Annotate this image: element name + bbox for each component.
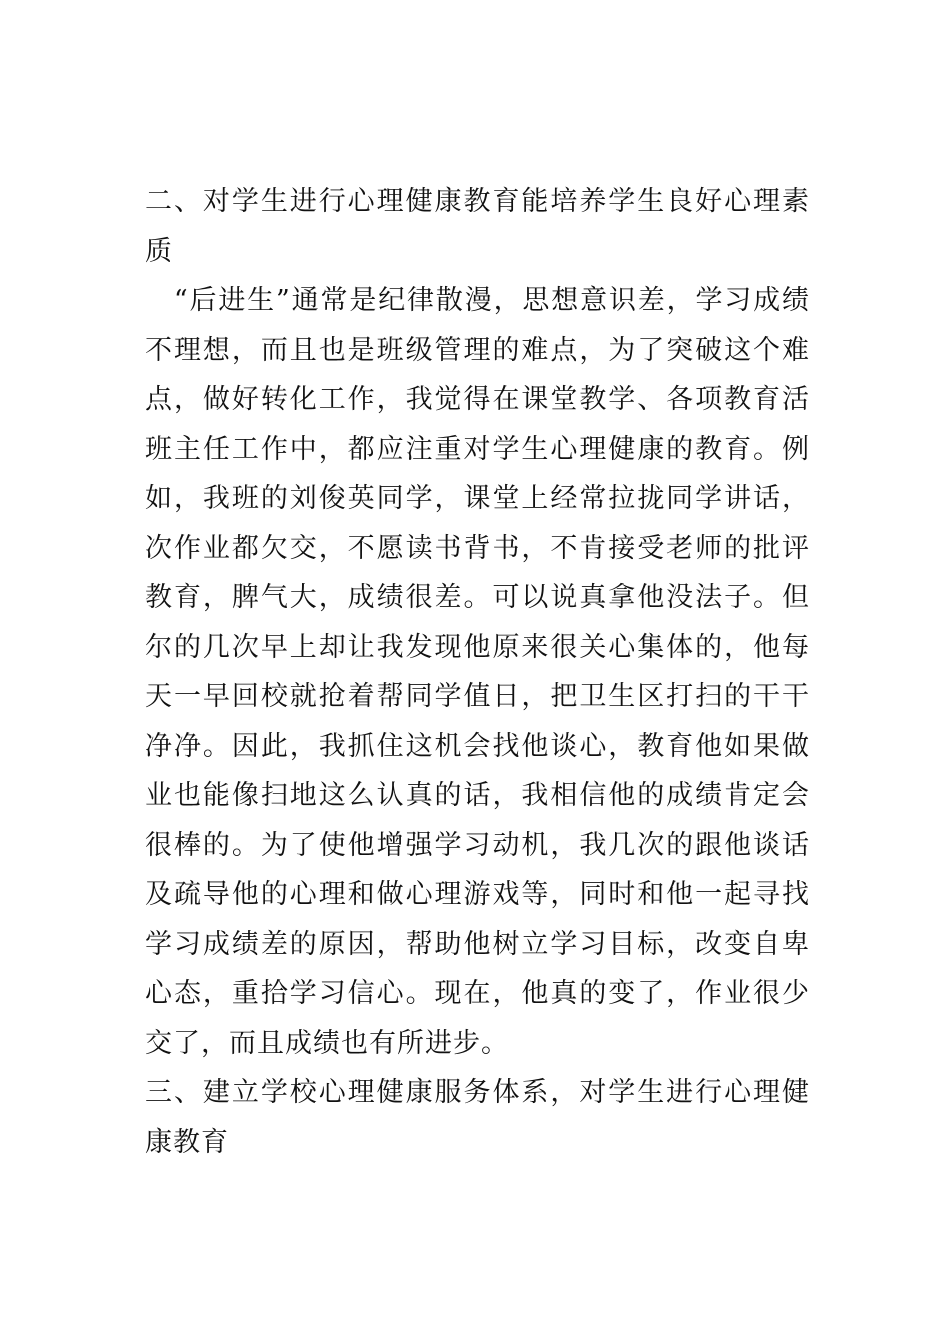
paragraph-line-7: 教育，脾气大，成绩很差。可以说真拿他没法子。但 [145, 582, 810, 613]
paragraph-line-5: 如，我班的刘俊英同学，课堂上经常拉拢同学讲话， [145, 483, 810, 514]
paragraph-line-15: 心态，重拾学习信心。现在，他真的变了，作业很少 [145, 978, 810, 1009]
document-body [145, 177, 810, 1167]
paragraph-line-1: “后进生”通常是纪律散漫，思想意识差，学习成绩 [145, 285, 810, 316]
paragraph-line-11: 业也能像扫地这么认真的话，我相信他的成绩肯定会 [145, 780, 810, 811]
paragraph-line-14: 学习成绩差的原因，帮助他树立学习目标，改变自卑 [145, 928, 810, 960]
paragraph-line-4: 班主任工作中，都应注重对学生心理健康的教育。例 [145, 433, 810, 465]
section-2-heading-line-1: 二、对学生进行心理健康教育能培养学生良好心理素 [145, 186, 810, 217]
paragraph-line-2: 不理想，而且也是班级管理的难点，为了突破这个难 [145, 334, 810, 366]
paragraph-line-12: 很棒的。为了使他增强学习动机，我几次的跟他谈话 [145, 829, 810, 861]
paragraph-line-16: 交了，而且成绩也有所进步。 [145, 1027, 509, 1059]
section-2-heading-line-2: 质 [145, 235, 173, 267]
paragraph-line-6: 次作业都欠交，不愿读书背书，不肯接受老师的批评 [145, 532, 810, 564]
paragraph-line-9: 天一早回校就抢着帮同学值日，把卫生区打扫的干干 [145, 681, 810, 712]
paragraph-line-10: 净净。因此，我抓住这机会找他谈心，教育他如果做 [145, 730, 810, 762]
paragraph-line-13: 及疏导他的心理和做心理游戏等，同时和他一起寻找 [145, 879, 810, 910]
section-3-heading-line-2: 康教育 [145, 1126, 229, 1158]
paragraph-line-8: 尔的几次早上却让我发现他原来很关心集体的，他每 [145, 631, 810, 663]
paragraph-line-3: 点，做好转化工作，我觉得在课堂教学、各项教育活 [145, 384, 810, 415]
section-3-heading-line-1: 三、建立学校心理健康服务体系，对学生进行心理健 [145, 1077, 810, 1108]
